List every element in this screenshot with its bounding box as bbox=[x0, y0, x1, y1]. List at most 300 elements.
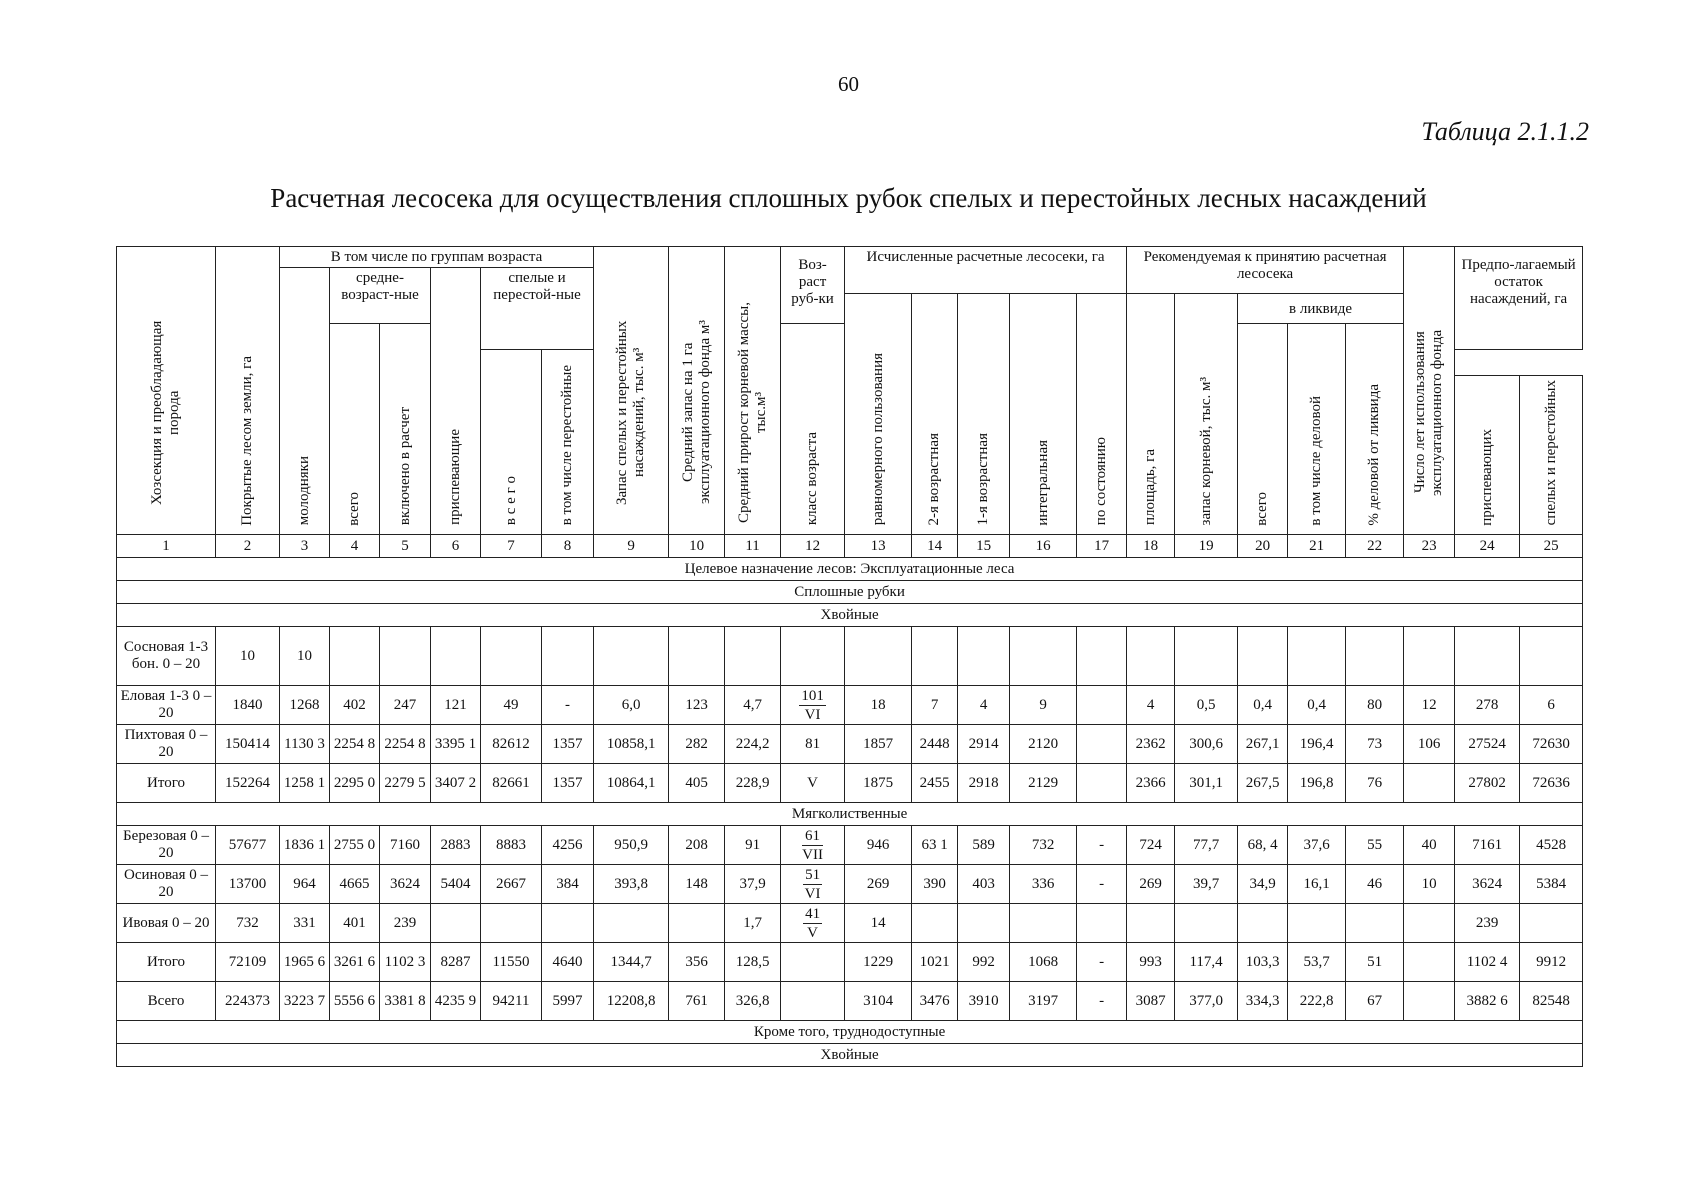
section-clear-cut: Сплошные рубки bbox=[117, 581, 1583, 604]
col-number: 6 bbox=[431, 535, 481, 558]
cell bbox=[1077, 627, 1127, 686]
cell: 46 bbox=[1346, 865, 1404, 904]
cell bbox=[1346, 627, 1404, 686]
cell: 55 bbox=[1346, 826, 1404, 865]
header-col-7: в с е г о bbox=[481, 350, 542, 535]
cell: 1068 bbox=[1010, 943, 1077, 982]
cell: 946 bbox=[845, 826, 912, 865]
cell-fraction: $\frac{51}{VI}$ bbox=[781, 865, 845, 904]
table-row-aspen bbox=[117, 865, 1583, 904]
col-number: 8 bbox=[542, 535, 594, 558]
header-col-23: Число лет использования эксплуатационного фонда bbox=[1404, 247, 1455, 535]
table-title: Расчетная лесосека для осуществления сплошных рубок спелых и перестойных лесных насаждений bbox=[270, 183, 1427, 213]
row-name: Березовая 0 – 20 bbox=[117, 826, 216, 865]
cell: 76 bbox=[1346, 764, 1404, 803]
cell: 964 bbox=[280, 865, 330, 904]
cell: 106 bbox=[1404, 725, 1455, 764]
cell: 2755 0 bbox=[330, 826, 380, 865]
header-col-14: 2-я возрастная bbox=[912, 294, 958, 535]
section-row bbox=[117, 558, 1583, 581]
cell: 2120 bbox=[1010, 725, 1077, 764]
cell-fraction: $\frac{61}{\text{VII}}$ bbox=[781, 826, 845, 865]
table-row-fir bbox=[117, 725, 1583, 764]
cell bbox=[1175, 627, 1238, 686]
cell: 4,7 bbox=[725, 686, 781, 725]
cell: 2455 bbox=[912, 764, 958, 803]
header-col-12: класс возраста bbox=[781, 324, 845, 535]
col-number: 15 bbox=[958, 535, 1010, 558]
cell: 0,5 bbox=[1175, 686, 1238, 725]
cell: 40 bbox=[1404, 826, 1455, 865]
col-number: 13 bbox=[845, 535, 912, 558]
cell: 2254 8 bbox=[380, 725, 431, 764]
cell: 1258 1 bbox=[280, 764, 330, 803]
cell: 8287 bbox=[431, 943, 481, 982]
col-number: 17 bbox=[1077, 535, 1127, 558]
cell bbox=[431, 904, 481, 943]
cell bbox=[1404, 627, 1455, 686]
cell bbox=[481, 627, 542, 686]
header-col-16: интегральная bbox=[1010, 294, 1077, 535]
column-numbers-row bbox=[117, 535, 1583, 558]
cell: - bbox=[1077, 943, 1127, 982]
header-col-20: всего bbox=[1238, 324, 1288, 535]
cell: 6 bbox=[1520, 686, 1583, 725]
cell: 4 bbox=[1127, 686, 1175, 725]
cell: 208 bbox=[669, 826, 725, 865]
header-col-24: приспевающих bbox=[1455, 376, 1520, 535]
cell bbox=[380, 627, 431, 686]
col-number: 23 bbox=[1404, 535, 1455, 558]
cell: 300,6 bbox=[1175, 725, 1238, 764]
col-number: 7 bbox=[481, 535, 542, 558]
cell: 80 bbox=[1346, 686, 1404, 725]
cell: 12 bbox=[1404, 686, 1455, 725]
cell: 732 bbox=[1010, 826, 1077, 865]
cell: 82661 bbox=[481, 764, 542, 803]
header-col-17: по состоянию bbox=[1077, 294, 1127, 535]
cell bbox=[594, 904, 669, 943]
cell: 5384 bbox=[1520, 865, 1583, 904]
cell: 68, 4 bbox=[1238, 826, 1288, 865]
cell: 1840 bbox=[216, 686, 280, 725]
header-age-groups: В том числе по группам возраста bbox=[280, 247, 594, 268]
col-number: 1 bbox=[117, 535, 216, 558]
cell: 761 bbox=[669, 982, 725, 1021]
cell: 267,5 bbox=[1238, 764, 1288, 803]
col-number: 3 bbox=[280, 535, 330, 558]
cell: 282 bbox=[669, 725, 725, 764]
col-number: 20 bbox=[1238, 535, 1288, 558]
cell: 222,8 bbox=[1288, 982, 1346, 1021]
cell: 5997 bbox=[542, 982, 594, 1021]
cell: 2254 8 bbox=[330, 725, 380, 764]
cell bbox=[481, 904, 542, 943]
header-col-18: площадь, га bbox=[1127, 294, 1175, 535]
cell bbox=[1238, 627, 1288, 686]
header-remaining: Предпо-лагаемый остаток насаждений, га bbox=[1455, 247, 1583, 350]
cell: 27524 bbox=[1455, 725, 1520, 764]
header-recommended: Рекомендуемая к принятию расчетная лесосека bbox=[1127, 247, 1404, 294]
cell: - bbox=[542, 686, 594, 725]
cell: - bbox=[1077, 865, 1127, 904]
cell: 4665 bbox=[330, 865, 380, 904]
cell: 1357 bbox=[542, 725, 594, 764]
cell: 150414 bbox=[216, 725, 280, 764]
cell: - bbox=[1077, 826, 1127, 865]
cell: 4 bbox=[958, 686, 1010, 725]
cell: 72109 bbox=[216, 943, 280, 982]
header-col-1: Хозсекция и преобладающая порода bbox=[117, 247, 216, 535]
header-col-25: спелых и перестойных bbox=[1520, 376, 1583, 535]
cell bbox=[1077, 904, 1127, 943]
section-row bbox=[117, 1044, 1583, 1067]
cell: 152264 bbox=[216, 764, 280, 803]
cell bbox=[1404, 982, 1455, 1021]
cell: 336 bbox=[1010, 865, 1077, 904]
table-row-pine bbox=[117, 627, 1583, 686]
cell: 2362 bbox=[1127, 725, 1175, 764]
cell: 18 bbox=[845, 686, 912, 725]
header-row-1 bbox=[117, 247, 1583, 268]
cell: 239 bbox=[380, 904, 431, 943]
cell: 4256 bbox=[542, 826, 594, 865]
cell: 278 bbox=[1455, 686, 1520, 725]
cell: 72630 bbox=[1520, 725, 1583, 764]
page-number: 60 bbox=[838, 72, 859, 96]
cell: 10858,1 bbox=[594, 725, 669, 764]
cell: 2366 bbox=[1127, 764, 1175, 803]
cell bbox=[542, 627, 594, 686]
cell: 377,0 bbox=[1175, 982, 1238, 1021]
cell bbox=[1127, 904, 1175, 943]
cell bbox=[542, 904, 594, 943]
cell: 1965 6 bbox=[280, 943, 330, 982]
cell: 14 bbox=[845, 904, 912, 943]
cell bbox=[1010, 627, 1077, 686]
section-conifers: Хвойные bbox=[117, 604, 1583, 627]
section-row bbox=[117, 1021, 1583, 1044]
table-row-conifers-total bbox=[117, 764, 1583, 803]
cell: 82612 bbox=[481, 725, 542, 764]
col-number: 18 bbox=[1127, 535, 1175, 558]
header-col-3: молодняки bbox=[280, 268, 330, 535]
cell: 950,9 bbox=[594, 826, 669, 865]
cell: 269 bbox=[1127, 865, 1175, 904]
cell: 1857 bbox=[845, 725, 912, 764]
row-name: Пихтовая 0 – 20 bbox=[117, 725, 216, 764]
cell: 224373 bbox=[216, 982, 280, 1021]
cell: 247 bbox=[380, 686, 431, 725]
cell: 5404 bbox=[431, 865, 481, 904]
cell bbox=[781, 627, 845, 686]
cell: 239 bbox=[1455, 904, 1520, 943]
cell: 724 bbox=[1127, 826, 1175, 865]
cell: 94211 bbox=[481, 982, 542, 1021]
col-number: 2 bbox=[216, 535, 280, 558]
table-row-grand-total bbox=[117, 982, 1583, 1021]
cell: 331 bbox=[280, 904, 330, 943]
cell: 1875 bbox=[845, 764, 912, 803]
cell: 384 bbox=[542, 865, 594, 904]
cell: 121 bbox=[431, 686, 481, 725]
cell: 1836 1 bbox=[280, 826, 330, 865]
cell: 128,5 bbox=[725, 943, 781, 982]
cell: 1021 bbox=[912, 943, 958, 982]
cell: 4528 bbox=[1520, 826, 1583, 865]
cell: 10864,1 bbox=[594, 764, 669, 803]
cell: 73 bbox=[1346, 725, 1404, 764]
cell bbox=[1238, 904, 1288, 943]
col-number: 19 bbox=[1175, 535, 1238, 558]
cell bbox=[594, 627, 669, 686]
cell: 16,1 bbox=[1288, 865, 1346, 904]
cell: 3395 1 bbox=[431, 725, 481, 764]
cell bbox=[1127, 627, 1175, 686]
cell: 403 bbox=[958, 865, 1010, 904]
header-cutting-age: Воз-раст руб-ки bbox=[781, 247, 845, 324]
cell: 53,7 bbox=[1288, 943, 1346, 982]
cell: 0,4 bbox=[1288, 686, 1346, 725]
row-name: Осиновая 0 – 20 bbox=[117, 865, 216, 904]
cell bbox=[845, 627, 912, 686]
cell: 3197 bbox=[1010, 982, 1077, 1021]
row-name: Итого bbox=[117, 943, 216, 982]
cell: 3261 6 bbox=[330, 943, 380, 982]
header-col-11: Средний прирост корневой массы, тыс.м³ bbox=[725, 247, 781, 535]
cell: 3223 7 bbox=[280, 982, 330, 1021]
cell: 3407 2 bbox=[431, 764, 481, 803]
cell: 334,3 bbox=[1238, 982, 1288, 1021]
cell bbox=[912, 904, 958, 943]
cell: 57677 bbox=[216, 826, 280, 865]
cell: 992 bbox=[958, 943, 1010, 982]
cell: 37,9 bbox=[725, 865, 781, 904]
cell: 9912 bbox=[1520, 943, 1583, 982]
cell: 267,1 bbox=[1238, 725, 1288, 764]
cell: V bbox=[781, 764, 845, 803]
cell: 34,9 bbox=[1238, 865, 1288, 904]
cell: 2448 bbox=[912, 725, 958, 764]
section-row bbox=[117, 604, 1583, 627]
cell: 1344,7 bbox=[594, 943, 669, 982]
cell: 7161 bbox=[1455, 826, 1520, 865]
cell: 224,2 bbox=[725, 725, 781, 764]
cell: 6,0 bbox=[594, 686, 669, 725]
cell: 148 bbox=[669, 865, 725, 904]
cell: 993 bbox=[1127, 943, 1175, 982]
cell: 51 bbox=[1346, 943, 1404, 982]
cell: 4640 bbox=[542, 943, 594, 982]
cell bbox=[781, 943, 845, 982]
cell: 37,6 bbox=[1288, 826, 1346, 865]
row-name: Всего bbox=[117, 982, 216, 1021]
col-number: 4 bbox=[330, 535, 380, 558]
row-name: Ивовая 0 – 20 bbox=[117, 904, 216, 943]
cell bbox=[958, 904, 1010, 943]
cell: 27802 bbox=[1455, 764, 1520, 803]
cell: 3476 bbox=[912, 982, 958, 1021]
section-besides: Кроме того, труднодоступные bbox=[117, 1021, 1583, 1044]
cell: 2295 0 bbox=[330, 764, 380, 803]
cell: 67 bbox=[1346, 982, 1404, 1021]
row-name: Еловая 1-3 0 – 20 bbox=[117, 686, 216, 725]
cell: 4235 9 bbox=[431, 982, 481, 1021]
cell: 81 bbox=[781, 725, 845, 764]
cell: 2279 5 bbox=[380, 764, 431, 803]
cell: 196,8 bbox=[1288, 764, 1346, 803]
table-row-softwood-total bbox=[117, 943, 1583, 982]
cell: 39,7 bbox=[1175, 865, 1238, 904]
cell: 2918 bbox=[958, 764, 1010, 803]
table-row-birch bbox=[117, 826, 1583, 865]
cell: 1,7 bbox=[725, 904, 781, 943]
header-col-10: Средний запас на 1 га эксплуатационного фонда м³ bbox=[669, 247, 725, 535]
header-col-4: всего bbox=[330, 324, 380, 535]
cell: 72636 bbox=[1520, 764, 1583, 803]
cell bbox=[912, 627, 958, 686]
cell: 326,8 bbox=[725, 982, 781, 1021]
cell: 393,8 bbox=[594, 865, 669, 904]
cell: 269 bbox=[845, 865, 912, 904]
header-col-5: включено в расчет bbox=[380, 324, 431, 535]
cell bbox=[669, 904, 725, 943]
cell: 356 bbox=[669, 943, 725, 982]
section-conifers-2: Хвойные bbox=[117, 1044, 1583, 1067]
cell bbox=[1288, 904, 1346, 943]
cell: 301,1 bbox=[1175, 764, 1238, 803]
header-col-8: в том числе перестойные bbox=[542, 350, 594, 535]
cell bbox=[669, 627, 725, 686]
cell: 3624 bbox=[380, 865, 431, 904]
cell: 82548 bbox=[1520, 982, 1583, 1021]
cell: 49 bbox=[481, 686, 542, 725]
cell-fraction: $\frac{101}{VI}$ bbox=[781, 686, 845, 725]
cell: 12208,8 bbox=[594, 982, 669, 1021]
row-name: Сосновая 1-3 бон. 0 – 20 bbox=[117, 627, 216, 686]
cell: 3910 bbox=[958, 982, 1010, 1021]
section-row bbox=[117, 581, 1583, 604]
table-row-spruce bbox=[117, 686, 1583, 725]
cell bbox=[781, 982, 845, 1021]
col-number: 14 bbox=[912, 535, 958, 558]
cell: 3624 bbox=[1455, 865, 1520, 904]
header-col-21: в том числе деловой bbox=[1288, 324, 1346, 535]
cell: 2129 bbox=[1010, 764, 1077, 803]
header-ripe: спелые и перестой-ные bbox=[481, 268, 594, 350]
header-col-9: Запас спелых и перестойных насаждений, тыс. м³ bbox=[594, 247, 669, 535]
cell: 117,4 bbox=[1175, 943, 1238, 982]
header-col-2: Покрытые лесом земли, га bbox=[216, 247, 280, 535]
cell: 1130 3 bbox=[280, 725, 330, 764]
section-row bbox=[117, 803, 1583, 826]
cell-fraction: $\frac{41}{V}$ bbox=[781, 904, 845, 943]
cell bbox=[1455, 627, 1520, 686]
cell bbox=[1077, 764, 1127, 803]
cell bbox=[1520, 627, 1583, 686]
cell bbox=[725, 627, 781, 686]
cell: 11550 bbox=[481, 943, 542, 982]
cell: 91 bbox=[725, 826, 781, 865]
cell: 3104 bbox=[845, 982, 912, 1021]
row-name: Итого bbox=[117, 764, 216, 803]
cell: 7 bbox=[912, 686, 958, 725]
table-row-willow bbox=[117, 904, 1583, 943]
cell: 123 bbox=[669, 686, 725, 725]
cell bbox=[431, 627, 481, 686]
cell: 732 bbox=[216, 904, 280, 943]
section-purpose: Целевое назначение лесов: Эксплуатационные леса bbox=[117, 558, 1583, 581]
header-col-19: запас корневой, тыс. м³ bbox=[1175, 294, 1238, 535]
cell: 7160 bbox=[380, 826, 431, 865]
section-softwood: Мягколиственные bbox=[117, 803, 1583, 826]
cell: 405 bbox=[669, 764, 725, 803]
col-number: 11 bbox=[725, 535, 781, 558]
cell bbox=[1077, 725, 1127, 764]
cell: 1268 bbox=[280, 686, 330, 725]
cell bbox=[330, 627, 380, 686]
header-col-6: приспевающие bbox=[431, 268, 481, 535]
cell: 8883 bbox=[481, 826, 542, 865]
cell bbox=[958, 627, 1010, 686]
cell bbox=[1077, 686, 1127, 725]
header-liquid: в ликвиде bbox=[1238, 294, 1404, 324]
header-mid-age: средне-возраст-ные bbox=[330, 268, 431, 324]
col-number: 16 bbox=[1010, 535, 1077, 558]
cell: 0,4 bbox=[1238, 686, 1288, 725]
col-number: 24 bbox=[1455, 535, 1520, 558]
cutting-area-table bbox=[116, 246, 1583, 1067]
cell: 402 bbox=[330, 686, 380, 725]
cell bbox=[1346, 904, 1404, 943]
cell: 10 bbox=[280, 627, 330, 686]
col-number: 10 bbox=[669, 535, 725, 558]
cell bbox=[1175, 904, 1238, 943]
col-number: 21 bbox=[1288, 535, 1346, 558]
cell bbox=[1520, 904, 1583, 943]
cell: 2883 bbox=[431, 826, 481, 865]
col-number: 9 bbox=[594, 535, 669, 558]
cell bbox=[1404, 943, 1455, 982]
cell bbox=[1010, 904, 1077, 943]
cell: 10 bbox=[216, 627, 280, 686]
cell bbox=[1288, 627, 1346, 686]
cell: 13700 bbox=[216, 865, 280, 904]
cell: 5556 6 bbox=[330, 982, 380, 1021]
cell: 1102 3 bbox=[380, 943, 431, 982]
cell: 3381 8 bbox=[380, 982, 431, 1021]
header-col-13: равномерного пользования bbox=[845, 294, 912, 535]
cell: 1102 4 bbox=[1455, 943, 1520, 982]
cell bbox=[1404, 764, 1455, 803]
col-number: 12 bbox=[781, 535, 845, 558]
cell: 3087 bbox=[1127, 982, 1175, 1021]
table-label: Таблица 2.1.1.2 bbox=[1421, 117, 1589, 146]
cell: 1229 bbox=[845, 943, 912, 982]
cell: 103,3 bbox=[1238, 943, 1288, 982]
cell: 196,4 bbox=[1288, 725, 1346, 764]
header-col-15: 1-я возрастная bbox=[958, 294, 1010, 535]
col-number: 5 bbox=[380, 535, 431, 558]
cell: 228,9 bbox=[725, 764, 781, 803]
cell: 401 bbox=[330, 904, 380, 943]
cell: 1357 bbox=[542, 764, 594, 803]
header-col-22: % деловой от ликвида bbox=[1346, 324, 1404, 535]
cell: 2667 bbox=[481, 865, 542, 904]
col-number: 22 bbox=[1346, 535, 1404, 558]
cell: 589 bbox=[958, 826, 1010, 865]
header-calculated: Исчисленные расчетные лесосеки, га bbox=[845, 247, 1127, 294]
